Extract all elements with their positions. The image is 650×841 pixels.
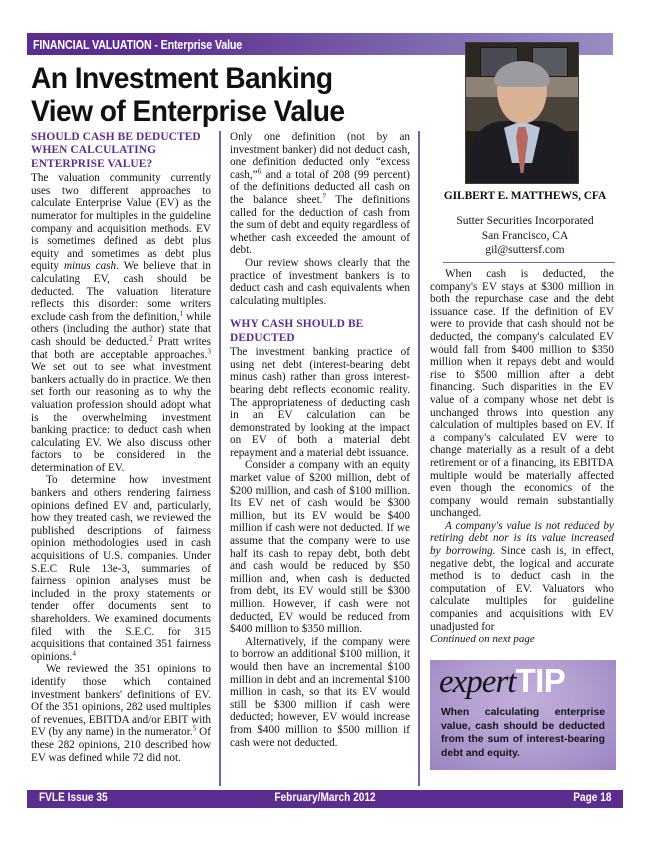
- column-divider-2: [418, 131, 420, 786]
- text-run: Of these 282 opinions, 210 described how EV was defined while 72 did not.: [31, 726, 211, 764]
- author-photo: [465, 42, 579, 184]
- column-divider-1: [219, 131, 221, 786]
- expert-tip-word-expert: expert: [439, 664, 516, 700]
- body-column-2: [230, 131, 410, 749]
- author-name: GILBERT E. MATTHEWS, CFA: [443, 190, 607, 202]
- paragraph: When cash is deducted, the company's EV stays at $300 million in both the repurchase case and the debt issuance case. If the definition of EV were to provide that cash should not be deducted, the company's calculated EV would fall from $400 million to $350 million when it repays debt and would rise to $500 million after a debt financing. Such disparities in the EV value of a company whose net debt is unchanged throws into question any calculation of multiples based on EV. If a company's calculated EV were to change materially as a result of a debt retirement or of a financing, its EBITDA multiple would be materially affected even though the economics of the company would remain substantially unchanged.: [430, 268, 614, 520]
- page-title: An Investment Banking View of Enterprise Value: [31, 62, 345, 128]
- text-run-italic: A company's value is not reduced by retiring debt nor is its value increased by borrowing.: [430, 519, 614, 558]
- author-details: [430, 214, 620, 258]
- text-run: The definitions called for the deduction of cash from the sum of debt and equity regardless of whether cash exceeded the amount of debt.: [230, 193, 410, 257]
- text-run: Since cash is, in effect, negative debt, the logical and accurate method is to deduct cash in the computation of EV. Valuators who calculate multiples for guideline companies and acquisitions with EV unadjusted for: [430, 545, 614, 633]
- text-run: and a total of 208 (99 percent) of the definitions deducted all cash on the balance sheet.: [230, 168, 410, 206]
- body-column-3: [430, 268, 614, 646]
- footer-page-number: Page 18: [572, 792, 611, 804]
- masthead-kicker: FINANCIAL VALUATION - Enterprise Value: [33, 38, 243, 52]
- text-run: We set out to see what investment bankers actually do in practice. We then set forth our reasoning as to why the valuation profession should adopt what is the overwhelming investment banking practice: to deduct cash when calculating EV. We also discuss other factors to be considered in the determination of EV.: [31, 361, 211, 474]
- paragraph: Alternatively, if the company were to borrow an additional $100 million, it would then have an incremental $100 million in debt and an incremental $100 million in cash, so that its EV would still be $300 million if cash were deducted; however, EV would increase from $400 million to $500 million if cash were not deducted.: [230, 635, 410, 749]
- text-run-italic: minus cash: [63, 260, 117, 273]
- footnote-ref: 2: [149, 334, 153, 343]
- author-affiliation: Sutter Securities Incorporated: [456, 215, 594, 227]
- expert-tip-word-tip: TIP: [515, 662, 566, 699]
- paragraph: Consider a company with an equity market value of $200 million, debt of $200 million, and cash of $100 million. Its EV net of cash would be $300 million, but its EV would be $400 million if cash were not deducted. If we assume that the company were to use half its cash to repay debt, both debt and cash would be reduced by $50 million and, when cash is deducted from debt, its EV would still be $300 million. However, if cash were not deducted, EV would be reduced from $400 million to $350 million.: [230, 459, 410, 636]
- text-run: We reviewed the 351 opinions to identify those which contained investment bankers' definitions of EV. Of the 351 opinions, 282 used multiples of revenues, EBITDA and/or EBIT with EV (by any name) in the numerator.: [31, 663, 211, 739]
- footnote-ref: 7: [322, 192, 327, 201]
- paragraph: [31, 474, 211, 663]
- section-heading-should-cash: SHOULD CASH BE DEDUCTED WHEN CALCULATING ENTERPRISE VALUE?: [31, 131, 201, 170]
- footnote-ref: 1: [179, 309, 184, 318]
- section-heading-why-cash: WHY CASH SHOULD BE DEDUCTED: [230, 318, 364, 344]
- text-run: while others (including the author) state that cash should be deducted.: [31, 310, 211, 348]
- footer-issue: FVLE Issue 35: [39, 792, 108, 804]
- text-run: Pratt writes that both are acceptable approaches.: [31, 335, 211, 361]
- paragraph: Our review shows clearly that the practice of investment bankers is to deduct cash and cash equivalents when calculating multiples.: [230, 256, 410, 307]
- author-email[interactable]: gil@suttersf.com: [485, 244, 565, 256]
- author-location: San Francisco, CA: [481, 229, 569, 242]
- continued-note: Continued on next page: [430, 633, 535, 646]
- text-run: . We believe that in calculating EV, cash should be deducted. The valuation literature reflects this disorder: some writers exclude cash from the definition,: [31, 260, 211, 323]
- footnote-ref: 5: [192, 724, 197, 733]
- footnote-ref: 3: [207, 346, 211, 355]
- footnote-ref: 4: [72, 649, 76, 658]
- footer-date: February/March 2012: [274, 792, 376, 804]
- page-footer: [27, 790, 623, 808]
- expert-tip-title: [439, 662, 610, 702]
- text-run: To determine how investment bankers and others rendering fairness opinions defined EV and, particularly, how they treated cash, we reviewed the published descriptions of fairness opinion methodologies used in cash acquisitions of U.S. companies. Under S.E.C Rule 13e-3, summaries of fairness opinion analyses must be included in the proxy statements or tender offer documents sent to shareholders. We examined documents filed with the S.E.C. for 315 acquisitions that contained 351 fairness opinions.: [31, 474, 211, 663]
- footnote-ref: 6: [257, 167, 262, 176]
- paragraph: [31, 663, 211, 764]
- body-column-1: [31, 131, 211, 764]
- text-run: Only one definition (not by an investment banker) did not deduct cash, one definition deducted only “excess cash,”: [230, 131, 410, 181]
- paragraph: [31, 172, 211, 474]
- expert-tip-box: [430, 660, 616, 770]
- text-run: The valuation community currently uses two different approaches to calculate Enterprise Value (EV) as the numerator for multiples in the guideline company and acquisition methods. EV is sometimes defined as debt plus equity and sometimes as debt plus equity: [31, 172, 211, 273]
- byline-divider: [443, 262, 615, 263]
- expert-tip-body: When calculating enterprise value, cash should be deducted from the sum of interest-bearing debt and equity.: [441, 707, 605, 759]
- paragraph: The investment banking practice of using net debt (interest-bearing debt minus cash) rather than gross interest-bearing debt reflects economic reality. The appropriateness of deducting cash in an EV calculation can be demonstrated by looking at the impact on EV of both a material debt repayment and a material debt issuance.: [230, 346, 410, 459]
- paragraph: [430, 520, 614, 633]
- paragraph: [230, 131, 410, 257]
